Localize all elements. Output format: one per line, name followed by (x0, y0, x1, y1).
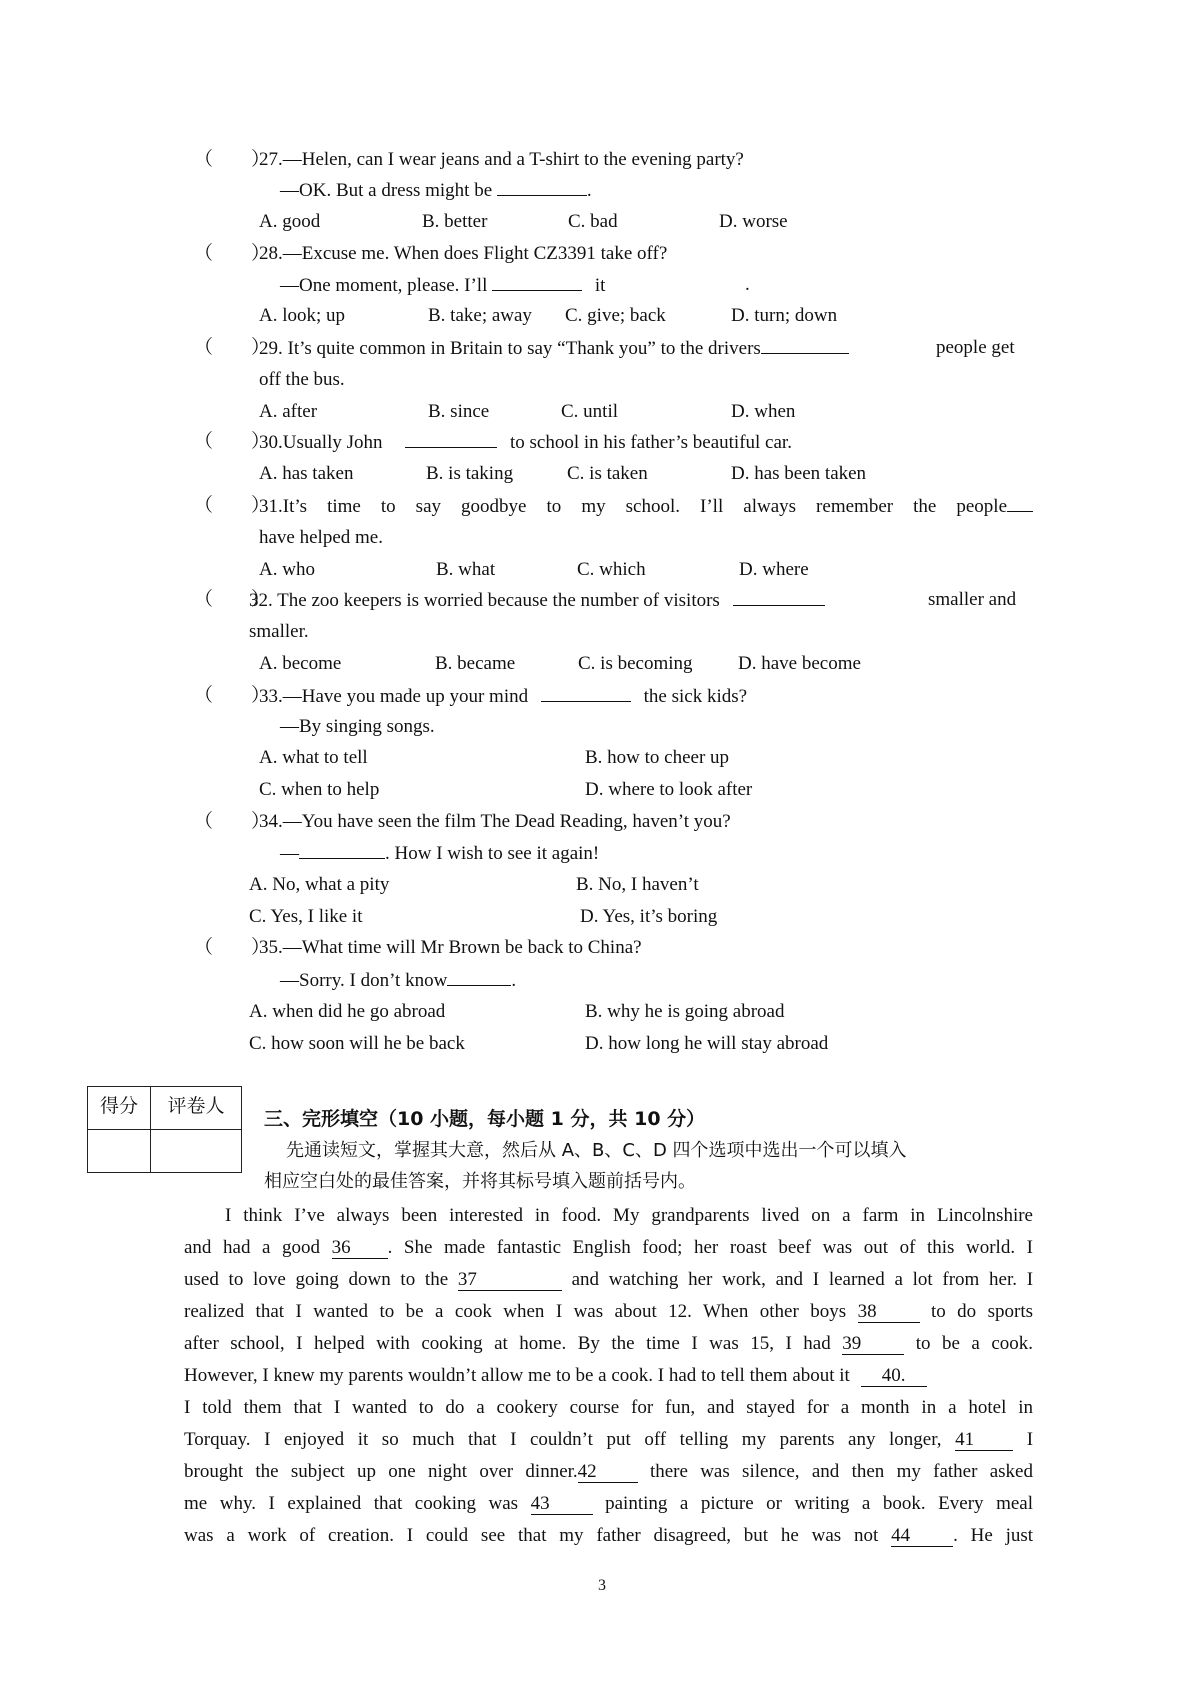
passage-line-9: brought the subject up one night over dinner.42 there was silence, and then my father asked (184, 1461, 1033, 1482)
section-instruction-line1: 先通读短文，掌握其大意，然后从 A、B、C、D 四个选项中选出一个可以填入 (286, 1140, 907, 1161)
cloze-blank-40[interactable]: 40. (861, 1366, 927, 1387)
cloze-blank-43[interactable]: 43 (531, 1494, 593, 1515)
question-29-stem: 29. It’s quite common in Britain to say “Thank you” to the drivers (259, 338, 849, 358)
option-c[interactable]: C. how soon will he be back (249, 1033, 465, 1054)
section-heading: 三、完形填空（10 小题，每小题 1 分，共 10 分） (264, 1108, 706, 1130)
question-32-stem-cont: smaller. (249, 621, 309, 642)
question-34-stem: 34.—You have seen the film The Dead Reading, haven’t you? (259, 811, 731, 832)
option-c[interactable]: C. which (577, 559, 646, 580)
passage-line-10: me why. I explained that cooking was 43 painting a picture or writing a book. Every meal (184, 1493, 1033, 1514)
question-31-stem-cont: have helped me. (259, 527, 383, 548)
cloze-blank-37[interactable]: 37 (458, 1270, 562, 1291)
question-35-reply: —Sorry. I don’t know . (280, 970, 517, 991)
grader-cell[interactable] (151, 1130, 242, 1173)
option-c[interactable]: C. is becoming (578, 653, 693, 674)
option-d[interactable]: D. worse (719, 211, 788, 232)
passage-line-11: was a work of creation. I could see that my father disagreed, but he was not 44 . He just (184, 1525, 1034, 1546)
answer-paren-35[interactable]: （ ） (194, 937, 271, 958)
question-34-reply: — . How I wish to see it again! (280, 843, 600, 864)
option-c[interactable]: C. when to help (259, 779, 380, 800)
option-d[interactable]: D. when (731, 401, 796, 422)
passage-line-6: However, I knew my parents wouldn’t allow me to be a cook. I had to tell them about it 40. (184, 1366, 927, 1387)
option-b[interactable]: B. No, I haven’t (576, 874, 699, 895)
answer-paren-28[interactable]: （ ） (194, 243, 271, 264)
question-33-reply: —By singing songs. (280, 716, 435, 737)
question-31-stem: 31.It’s time to say goodbye to my school. I’ll always remember the people (259, 496, 1033, 516)
option-d[interactable]: D. Yes, it’s boring (580, 906, 718, 927)
question-33-stem: 33.—Have you made up your mind the sick kids? (259, 686, 748, 707)
option-b[interactable]: B. is taking (426, 463, 514, 484)
score-cell[interactable] (88, 1130, 151, 1173)
option-a[interactable]: A. good (259, 211, 321, 232)
blank[interactable] (1007, 496, 1033, 512)
score-label: 得分 (88, 1087, 151, 1130)
option-d[interactable]: D. have become (738, 653, 861, 674)
page-number: 3 (598, 1577, 606, 1594)
option-b[interactable]: B. since (428, 401, 490, 422)
cloze-blank-39[interactable]: 39 (842, 1334, 904, 1355)
option-a[interactable]: A. who (259, 559, 315, 580)
option-d[interactable]: D. has been taken (731, 463, 867, 484)
option-c[interactable]: C. until (561, 401, 619, 422)
score-table (87, 1086, 242, 1173)
option-a[interactable]: A. look; up (259, 305, 346, 326)
question-29-stem-end: people get (936, 337, 1015, 358)
passage-line-8: Torquay. I enjoyed it so much that I couldn’t put off telling my parents any longer, 41 I (184, 1429, 1034, 1450)
option-a[interactable]: A. become (259, 653, 342, 674)
option-a[interactable]: A. when did he go abroad (249, 1001, 446, 1022)
option-a[interactable]: A. what to tell (259, 747, 368, 768)
question-29-stem-cont: off the bus. (259, 369, 345, 390)
cloze-blank-42[interactable]: 42 (578, 1462, 638, 1483)
option-b[interactable]: B. became (435, 653, 516, 674)
cloze-blank-38[interactable]: 38 (858, 1302, 920, 1323)
option-b[interactable]: B. what (436, 559, 496, 580)
passage-line-5: after school, I helped with cooking at home. By the time I was 15, I had 39 to be a cook. (184, 1333, 1034, 1354)
blank[interactable] (447, 970, 511, 986)
option-c[interactable]: C. give; back (565, 305, 666, 326)
option-a[interactable]: A. after (259, 401, 318, 422)
option-a[interactable]: A. has taken (259, 463, 354, 484)
blank[interactable] (405, 432, 497, 448)
answer-paren-29[interactable]: （ ） (194, 337, 271, 358)
question-28-reply: —One moment, please. I’ll it (280, 275, 606, 296)
option-b[interactable]: B. take; away (428, 305, 532, 326)
option-c[interactable]: C. is taken (567, 463, 648, 484)
option-b[interactable]: B. better (422, 211, 488, 232)
answer-paren-31[interactable]: （ ） (194, 495, 271, 516)
option-d[interactable]: D. how long he will stay abroad (585, 1033, 829, 1054)
option-c[interactable]: C. bad (568, 211, 618, 232)
passage-line-1: I think I’ve always been interested in food. My grandparents lived on a farm in Lincolnshire (225, 1205, 1033, 1226)
passage-line-3: used to love going down to the 37 and watching her work, and I learned a lot from her. I (184, 1269, 1034, 1290)
section-instruction-line2: 相应空白处的最佳答案，并将其标号填入题前括号内。 (264, 1171, 696, 1192)
answer-paren-34[interactable]: （ ） (194, 811, 271, 832)
passage-line-2: and had a good 36 . She made fantastic English food; her roast beef was out of this world. I (184, 1237, 1033, 1258)
blank[interactable] (492, 275, 582, 291)
question-35-stem: 35.—What time will Mr Brown be back to China? (259, 937, 642, 958)
question-32-stem: 32. The zoo keepers is worried because the number of visitors (249, 590, 825, 610)
option-d[interactable]: D. turn; down (731, 305, 838, 326)
question-28-period: . (745, 274, 750, 295)
blank[interactable] (497, 180, 587, 196)
blank[interactable] (541, 686, 631, 702)
question-28-stem: 28.—Excuse me. When does Flight CZ3391 take off? (259, 243, 668, 264)
blank[interactable] (299, 843, 385, 859)
answer-paren-27[interactable]: （ ） (194, 149, 271, 170)
cloze-blank-36[interactable]: 36 (332, 1238, 388, 1259)
option-d[interactable]: D. where to look after (585, 779, 753, 800)
blank[interactable] (733, 590, 825, 606)
question-27-reply: —OK. But a dress might be . (280, 180, 592, 201)
cloze-blank-41[interactable]: 41 (955, 1430, 1013, 1451)
answer-paren-32[interactable]: （ ） (194, 589, 271, 610)
passage-line-7: I told them that I wanted to do a cookery course for fun, and stayed for a month in a hotel in (184, 1397, 1033, 1418)
answer-paren-33[interactable]: （ ） (194, 685, 271, 706)
option-b[interactable]: B. why he is going abroad (585, 1001, 785, 1022)
question-32-stem-end: smaller and (928, 589, 1017, 610)
option-b[interactable]: B. how to cheer up (585, 747, 730, 768)
answer-paren-30[interactable]: （ ） (194, 431, 271, 452)
passage-line-4: realized that I wanted to be a cook when I was about 12. When other boys 38 to do sports (184, 1301, 1033, 1322)
option-d[interactable]: D. where (739, 559, 809, 580)
option-a[interactable]: A. No, what a pity (249, 874, 390, 895)
blank[interactable] (761, 338, 849, 354)
question-30-stem: 30.Usually John to school in his father’s beautiful car. (259, 432, 792, 453)
grader-label: 评卷人 (151, 1087, 242, 1130)
question-27-stem: 27.—Helen, can I wear jeans and a T-shirt to the evening party? (259, 149, 744, 170)
option-c[interactable]: C. Yes, I like it (249, 906, 363, 927)
cloze-blank-44[interactable]: 44 (891, 1526, 953, 1547)
